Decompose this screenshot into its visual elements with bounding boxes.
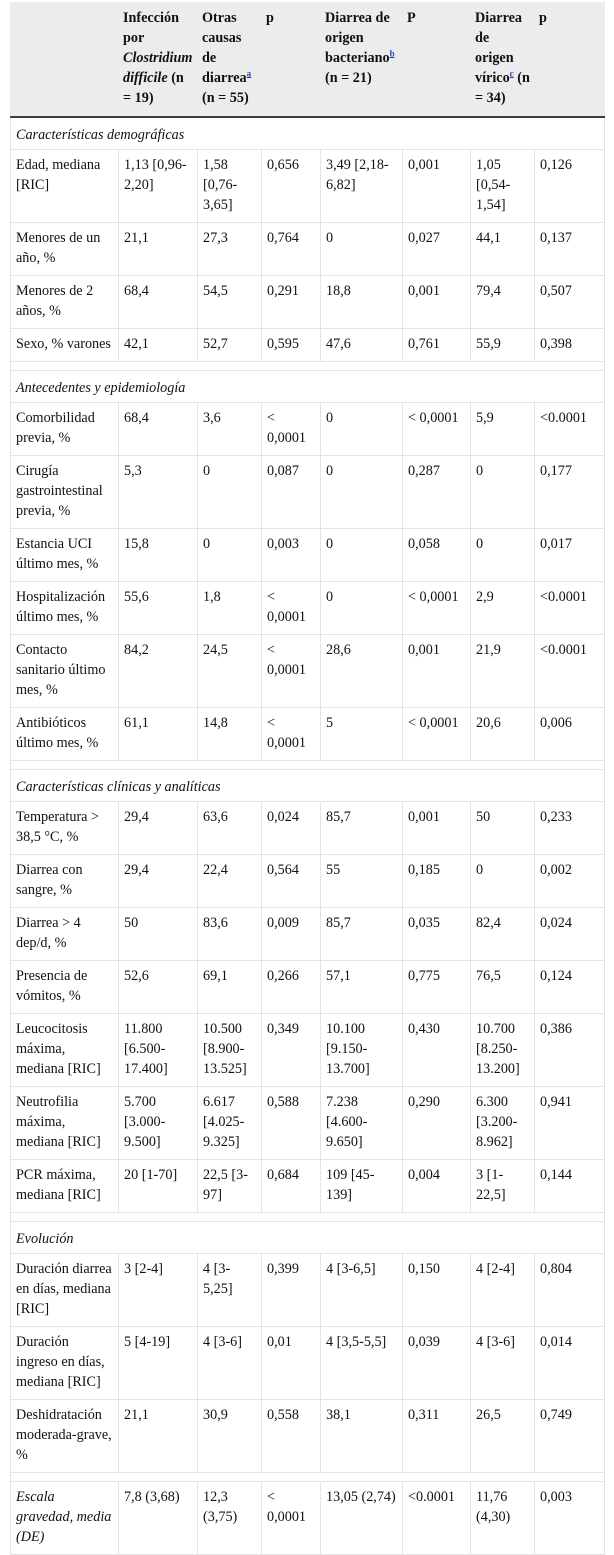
value-viral: 20,6 bbox=[471, 708, 535, 761]
value-other-causes: 4 [3-6] bbox=[198, 1327, 262, 1400]
value-bacterial: 0 bbox=[321, 529, 403, 582]
p-value-3: 0,507 bbox=[535, 276, 605, 329]
p-value-2: < 0,0001 bbox=[403, 582, 471, 635]
row-label: Neutrofilia máxima, mediana [RIC] bbox=[11, 1087, 119, 1160]
footnote-link-a[interactable]: a bbox=[246, 68, 252, 79]
value-viral: 4 [3-6] bbox=[471, 1327, 535, 1400]
value-other-causes: 0 bbox=[198, 529, 262, 582]
table-row bbox=[11, 403, 605, 456]
value-cdiff: 84,2 bbox=[119, 635, 198, 708]
section-title: Características demográficas bbox=[11, 117, 605, 150]
value-bacterial: 3,49 [2,18-6,82] bbox=[321, 150, 403, 223]
value-other-causes: 69,1 bbox=[198, 961, 262, 1014]
row-label: Cirugía gastrointestinal previa, % bbox=[11, 456, 119, 529]
value-viral: 82,4 bbox=[471, 908, 535, 961]
table-row bbox=[11, 908, 605, 961]
header-viral: Diarrea de origen vírico$^c$ (n = 34) bbox=[471, 3, 535, 118]
row-label: Diarrea > 4 dep/d, % bbox=[11, 908, 119, 961]
value-bacterial: 13,05 (2,74) bbox=[321, 1482, 403, 1555]
spacer-cell bbox=[11, 761, 605, 770]
value-bacterial: 109 [45-139] bbox=[321, 1160, 403, 1213]
value-viral: 10.700 [8.250-13.200] bbox=[471, 1014, 535, 1087]
row-label: Duración diarrea en días, mediana [RIC] bbox=[11, 1254, 119, 1327]
header-cdiff: Infección por Clostridium difficile (n = 19) bbox=[119, 3, 198, 118]
value-cdiff: 5.700 [3.000-9.500] bbox=[119, 1087, 198, 1160]
row-label: Presencia de vómitos, % bbox=[11, 961, 119, 1014]
value-bacterial: 85,7 bbox=[321, 802, 403, 855]
value-bacterial: 0 bbox=[321, 403, 403, 456]
value-viral: 50 bbox=[471, 802, 535, 855]
table-row bbox=[11, 582, 605, 635]
p-value-1: 0,399 bbox=[262, 1254, 321, 1327]
table-row bbox=[11, 1014, 605, 1087]
value-cdiff: 42,1 bbox=[119, 329, 198, 362]
value-bacterial: 7.238 [4.600-9.650] bbox=[321, 1087, 403, 1160]
p-value-1: 0,01 bbox=[262, 1327, 321, 1400]
row-label: PCR máxima, mediana [RIC] bbox=[11, 1160, 119, 1213]
section-spacer-row bbox=[11, 761, 605, 770]
value-bacterial: 5 bbox=[321, 708, 403, 761]
row-label: Contacto sanitario último mes, % bbox=[11, 635, 119, 708]
value-cdiff: 68,4 bbox=[119, 276, 198, 329]
value-other-causes: 22,5 [3-97] bbox=[198, 1160, 262, 1213]
row-label: Antibióticos último mes, % bbox=[11, 708, 119, 761]
p-value-3: <0.0001 bbox=[535, 582, 605, 635]
spacer-cell bbox=[11, 1473, 605, 1482]
p-value-1: 0,588 bbox=[262, 1087, 321, 1160]
p-value-1: 0,291 bbox=[262, 276, 321, 329]
value-cdiff: 29,4 bbox=[119, 855, 198, 908]
table-row bbox=[11, 329, 605, 362]
p-value-1: 0,656 bbox=[262, 150, 321, 223]
p-value-2: 0,761 bbox=[403, 329, 471, 362]
value-viral: 44,1 bbox=[471, 223, 535, 276]
p-value-3: 0,233 bbox=[535, 802, 605, 855]
table-row bbox=[11, 635, 605, 708]
section-header-row bbox=[11, 117, 605, 150]
p-value-1: 0,266 bbox=[262, 961, 321, 1014]
value-bacterial: 85,7 bbox=[321, 908, 403, 961]
p-value-2: <0.0001 bbox=[403, 1482, 471, 1555]
p-value-1: < 0,0001 bbox=[262, 403, 321, 456]
p-value-3: 0,941 bbox=[535, 1087, 605, 1160]
value-viral: 0 bbox=[471, 529, 535, 582]
p-value-1: 0,564 bbox=[262, 855, 321, 908]
header-p-value-3: p bbox=[535, 3, 605, 118]
value-viral: 11,76 (4,30) bbox=[471, 1482, 535, 1555]
p-value-1: < 0,0001 bbox=[262, 1482, 321, 1555]
table-row bbox=[11, 529, 605, 582]
table-row bbox=[11, 1254, 605, 1327]
value-bacterial: 47,6 bbox=[321, 329, 403, 362]
row-label: Menores de 2 años, % bbox=[11, 276, 119, 329]
row-label: Leucocitosis máxima, mediana [RIC] bbox=[11, 1014, 119, 1087]
row-label: Edad, mediana [RIC] bbox=[11, 150, 119, 223]
value-other-causes: 63,6 bbox=[198, 802, 262, 855]
value-other-causes: 1,58 [0,76-3,65] bbox=[198, 150, 262, 223]
value-other-causes: 54,5 bbox=[198, 276, 262, 329]
header-p-value-2: P bbox=[403, 3, 471, 118]
section-header-row bbox=[11, 1222, 605, 1254]
spacer-cell bbox=[11, 362, 605, 371]
value-viral: 76,5 bbox=[471, 961, 535, 1014]
p-value-1: < 0,0001 bbox=[262, 708, 321, 761]
value-bacterial: 0 bbox=[321, 223, 403, 276]
header-bacterial: Diarrea de origen bacteriano$^b$ (n = 21) bbox=[321, 3, 403, 118]
p-value-2: 0,035 bbox=[403, 908, 471, 961]
value-other-causes: 27,3 bbox=[198, 223, 262, 276]
p-value-1: 0,003 bbox=[262, 529, 321, 582]
p-value-2: 0,775 bbox=[403, 961, 471, 1014]
value-other-causes: 0 bbox=[198, 456, 262, 529]
value-viral: 0 bbox=[471, 456, 535, 529]
p-value-1: < 0,0001 bbox=[262, 582, 321, 635]
p-value-1: 0,087 bbox=[262, 456, 321, 529]
p-value-3: 0,014 bbox=[535, 1327, 605, 1400]
p-value-3: 0,006 bbox=[535, 708, 605, 761]
spacer-cell bbox=[11, 1213, 605, 1222]
value-other-causes: 4 [3-5,25] bbox=[198, 1254, 262, 1327]
p-value-3: 0,386 bbox=[535, 1014, 605, 1087]
p-value-2: 0,004 bbox=[403, 1160, 471, 1213]
table-body bbox=[11, 117, 605, 1555]
p-value-2: 0,001 bbox=[403, 802, 471, 855]
p-value-2: 0,027 bbox=[403, 223, 471, 276]
header-p-value-1: p bbox=[262, 3, 321, 118]
p-value-3: 0,124 bbox=[535, 961, 605, 1014]
table-header bbox=[11, 3, 605, 118]
p-value-2: 0,001 bbox=[403, 635, 471, 708]
value-cdiff: 5 [4-19] bbox=[119, 1327, 198, 1400]
value-cdiff: 55,6 bbox=[119, 582, 198, 635]
p-value-2: 0,311 bbox=[403, 1400, 471, 1473]
p-value-2: 0,430 bbox=[403, 1014, 471, 1087]
value-other-causes: 10.500 [8.900-13.525] bbox=[198, 1014, 262, 1087]
value-other-causes: 24,5 bbox=[198, 635, 262, 708]
value-viral: 3 [1-22,5] bbox=[471, 1160, 535, 1213]
p-value-2: 0,287 bbox=[403, 456, 471, 529]
p-value-3: 0,003 bbox=[535, 1482, 605, 1555]
value-viral: 0 bbox=[471, 855, 535, 908]
value-other-causes: 3,6 bbox=[198, 403, 262, 456]
table-row bbox=[11, 1400, 605, 1473]
value-cdiff: 61,1 bbox=[119, 708, 198, 761]
value-other-causes: 6.617 [4.025-9.325] bbox=[198, 1087, 262, 1160]
section-header-row bbox=[11, 770, 605, 802]
value-viral: 55,9 bbox=[471, 329, 535, 362]
value-other-causes: 30,9 bbox=[198, 1400, 262, 1473]
p-value-2: < 0,0001 bbox=[403, 403, 471, 456]
p-value-2: < 0,0001 bbox=[403, 708, 471, 761]
value-cdiff: 3 [2-4] bbox=[119, 1254, 198, 1327]
section-header-row bbox=[11, 371, 605, 403]
value-bacterial: 18,8 bbox=[321, 276, 403, 329]
header-other-causes: Otras causas de diarrea$^a$ (n = 55) bbox=[198, 3, 262, 118]
row-label: Temperatura > 38,5 °C, % bbox=[11, 802, 119, 855]
value-viral: 6.300 [3.200-8.962] bbox=[471, 1087, 535, 1160]
footnote-link-c[interactable]: c bbox=[509, 68, 514, 79]
value-other-causes: 22,4 bbox=[198, 855, 262, 908]
value-bacterial: 38,1 bbox=[321, 1400, 403, 1473]
value-cdiff: 29,4 bbox=[119, 802, 198, 855]
value-bacterial: 10.100 [9.150-13.700] bbox=[321, 1014, 403, 1087]
table-row bbox=[11, 1087, 605, 1160]
p-value-1: 0,558 bbox=[262, 1400, 321, 1473]
p-value-3: 0,177 bbox=[535, 456, 605, 529]
p-value-2: 0,039 bbox=[403, 1327, 471, 1400]
value-other-causes: 1,8 bbox=[198, 582, 262, 635]
row-label: Diarrea con sangre, % bbox=[11, 855, 119, 908]
value-bacterial: 55 bbox=[321, 855, 403, 908]
value-viral: 21,9 bbox=[471, 635, 535, 708]
row-label: Duración ingreso en días, mediana [RIC] bbox=[11, 1327, 119, 1400]
value-cdiff: 20 [1-70] bbox=[119, 1160, 198, 1213]
row-label: Escala gravedad, media (DE) bbox=[11, 1482, 119, 1555]
p-value-1: 0,009 bbox=[262, 908, 321, 961]
value-bacterial: 0 bbox=[321, 456, 403, 529]
p-value-3: 0,804 bbox=[535, 1254, 605, 1327]
value-bacterial: 4 [3,5-5,5] bbox=[321, 1327, 403, 1400]
value-cdiff: 21,1 bbox=[119, 223, 198, 276]
p-value-3: 0,137 bbox=[535, 223, 605, 276]
value-viral: 26,5 bbox=[471, 1400, 535, 1473]
p-value-3: 0,398 bbox=[535, 329, 605, 362]
p-value-3: <0.0001 bbox=[535, 635, 605, 708]
value-cdiff: 68,4 bbox=[119, 403, 198, 456]
header-row bbox=[11, 3, 605, 118]
header-cdiff-species: Clostridium difficile bbox=[123, 50, 193, 86]
section-spacer-row bbox=[11, 362, 605, 371]
value-bacterial: 57,1 bbox=[321, 961, 403, 1014]
table-row bbox=[11, 276, 605, 329]
value-cdiff: 5,3 bbox=[119, 456, 198, 529]
value-cdiff: 1,13 [0,96-2,20] bbox=[119, 150, 198, 223]
table-row-severity-scale bbox=[11, 1482, 605, 1555]
value-cdiff: 7,8 (3,68) bbox=[119, 1482, 198, 1555]
p-value-3: 0,126 bbox=[535, 150, 605, 223]
section-spacer-row bbox=[11, 1473, 605, 1482]
section-title: Evolución bbox=[11, 1222, 605, 1254]
p-value-1: 0,684 bbox=[262, 1160, 321, 1213]
section-title: Antecedentes y epidemiología bbox=[11, 371, 605, 403]
table-row bbox=[11, 855, 605, 908]
value-cdiff: 15,8 bbox=[119, 529, 198, 582]
p-value-2: 0,150 bbox=[403, 1254, 471, 1327]
p-value-1: 0,024 bbox=[262, 802, 321, 855]
value-viral: 4 [2-4] bbox=[471, 1254, 535, 1327]
value-bacterial: 4 [3-6,5] bbox=[321, 1254, 403, 1327]
p-value-3: 0,002 bbox=[535, 855, 605, 908]
p-value-2: 0,001 bbox=[403, 276, 471, 329]
value-viral: 5,9 bbox=[471, 403, 535, 456]
comparison-table bbox=[10, 2, 605, 1555]
value-cdiff: 21,1 bbox=[119, 1400, 198, 1473]
section-title: Características clínicas y analíticas bbox=[11, 770, 605, 802]
section-spacer-row bbox=[11, 1213, 605, 1222]
p-value-2: 0,185 bbox=[403, 855, 471, 908]
p-value-3: 0,017 bbox=[535, 529, 605, 582]
table-row bbox=[11, 708, 605, 761]
table-row bbox=[11, 1160, 605, 1213]
value-viral: 79,4 bbox=[471, 276, 535, 329]
table-row bbox=[11, 456, 605, 529]
value-bacterial: 28,6 bbox=[321, 635, 403, 708]
p-value-1: 0,349 bbox=[262, 1014, 321, 1087]
row-label: Estancia UCI último mes, % bbox=[11, 529, 119, 582]
p-value-2: 0,290 bbox=[403, 1087, 471, 1160]
p-value-3: 0,024 bbox=[535, 908, 605, 961]
table-row bbox=[11, 1327, 605, 1400]
p-value-3: 0,144 bbox=[535, 1160, 605, 1213]
value-viral: 1,05 [0,54-1,54] bbox=[471, 150, 535, 223]
header-empty-cell bbox=[11, 3, 119, 118]
p-value-2: 0,001 bbox=[403, 150, 471, 223]
value-viral: 2,9 bbox=[471, 582, 535, 635]
row-label: Sexo, % varones bbox=[11, 329, 119, 362]
table-row bbox=[11, 223, 605, 276]
p-value-1: < 0,0001 bbox=[262, 635, 321, 708]
value-cdiff: 52,6 bbox=[119, 961, 198, 1014]
p-value-3: <0.0001 bbox=[535, 403, 605, 456]
row-label: Deshidratación moderada-grave, % bbox=[11, 1400, 119, 1473]
row-label: Menores de un año, % bbox=[11, 223, 119, 276]
value-bacterial: 0 bbox=[321, 582, 403, 635]
table-row bbox=[11, 802, 605, 855]
row-label: Comorbilidad previa, % bbox=[11, 403, 119, 456]
value-other-causes: 14,8 bbox=[198, 708, 262, 761]
footnote-link-b[interactable]: b bbox=[389, 48, 395, 59]
value-other-causes: 83,6 bbox=[198, 908, 262, 961]
value-other-causes: 12,3 (3,75) bbox=[198, 1482, 262, 1555]
row-label: Hospitalización último mes, % bbox=[11, 582, 119, 635]
p-value-1: 0,595 bbox=[262, 329, 321, 362]
p-value-2: 0,058 bbox=[403, 529, 471, 582]
p-value-3: 0,749 bbox=[535, 1400, 605, 1473]
table-row bbox=[11, 961, 605, 1014]
table-row bbox=[11, 150, 605, 223]
value-cdiff: 50 bbox=[119, 908, 198, 961]
value-cdiff: 11.800 [6.500-17.400] bbox=[119, 1014, 198, 1087]
value-other-causes: 52,7 bbox=[198, 329, 262, 362]
p-value-1: 0,764 bbox=[262, 223, 321, 276]
